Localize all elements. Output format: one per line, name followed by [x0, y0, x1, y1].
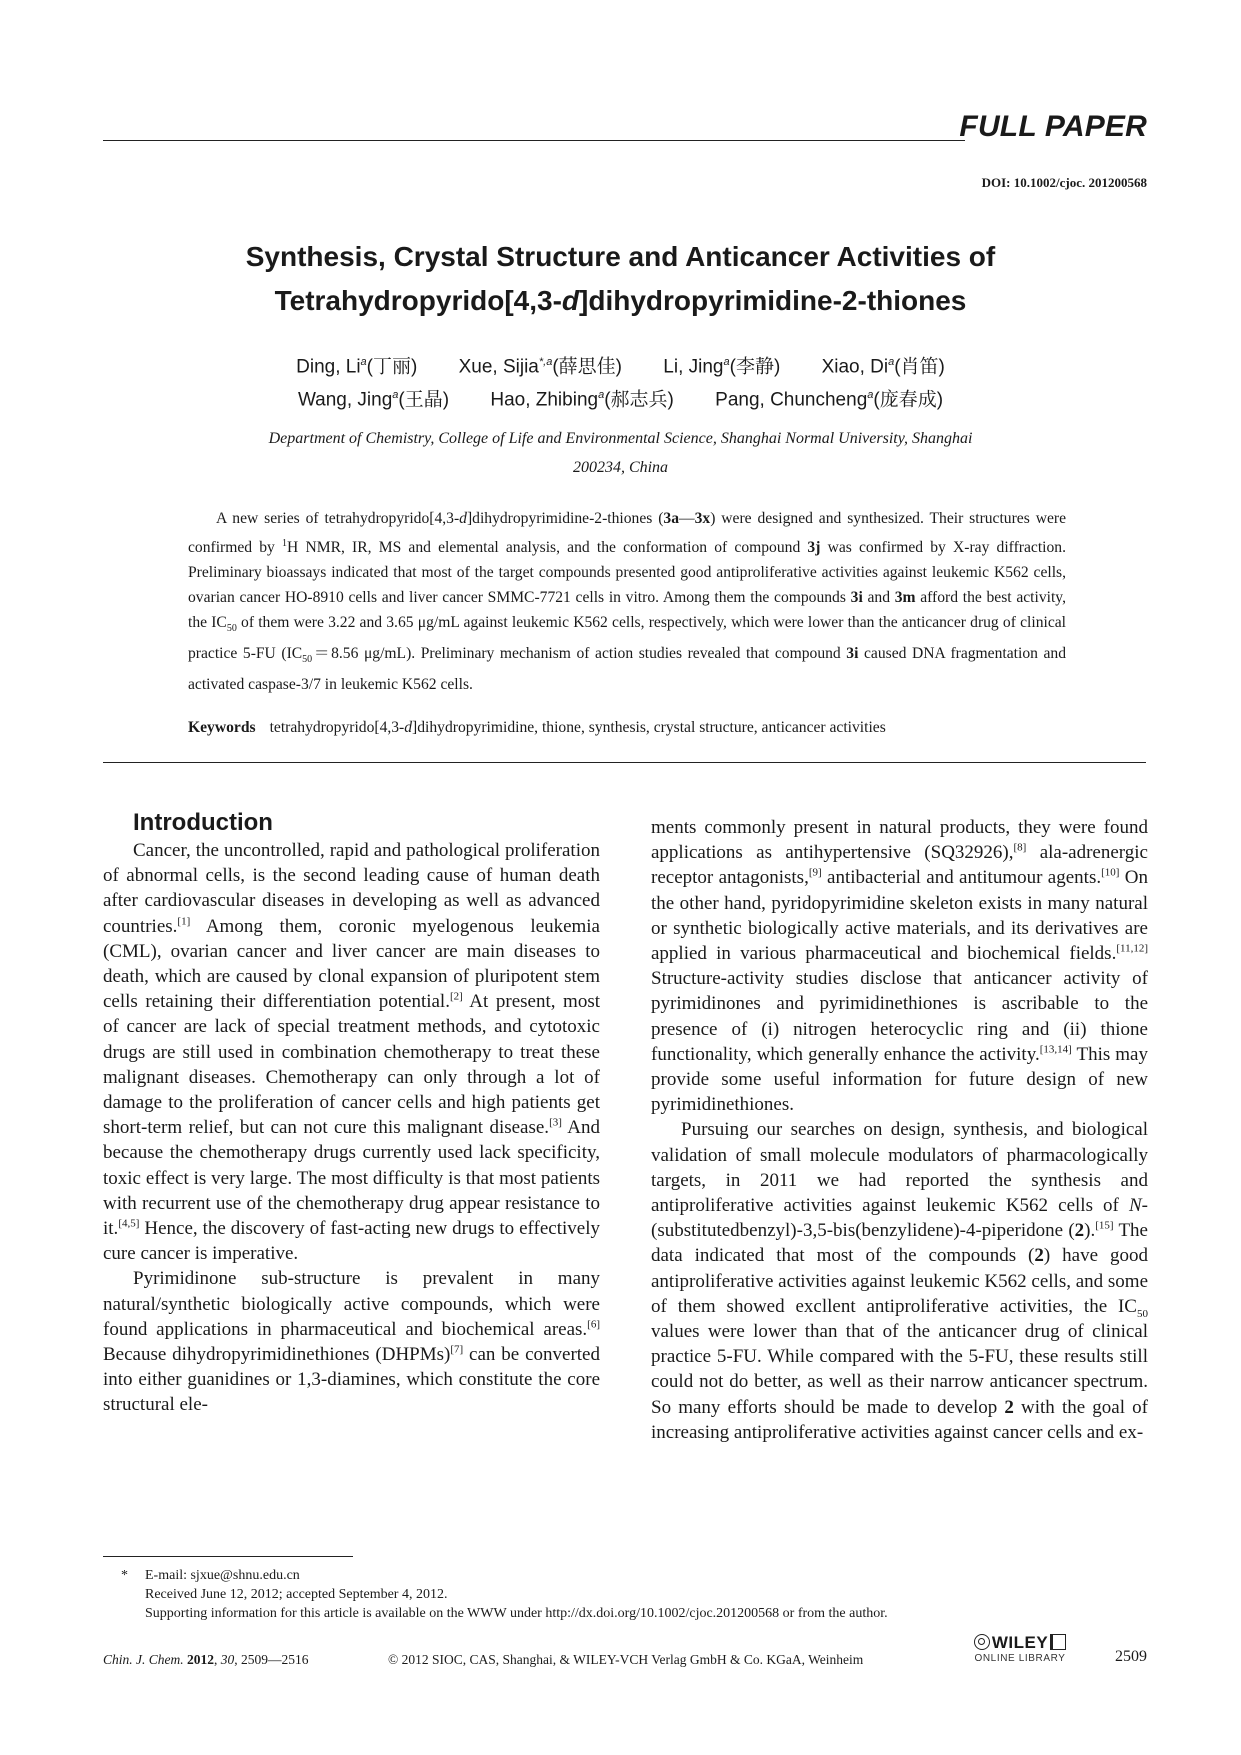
section-label: FULL PAPER: [959, 110, 1147, 143]
compound-label: 3i: [846, 645, 859, 663]
body-text: The data indicated that most of the compounds (: [651, 1220, 1148, 1267]
journal-pages: , 2509—2516: [234, 1652, 309, 1667]
citation: [15]: [1095, 1219, 1114, 1232]
compound-label: 2: [1074, 1220, 1085, 1242]
title-line-1: Synthesis, Crystal Structure and Anticancer Activities of: [245, 241, 996, 272]
compound-label: 3a: [663, 510, 679, 527]
body-text: Structure-activity studies disclose that anticancer activity of pyrimidinones and pyrimidinethiones is ascribable to the presence of (i) nitrogen heterocyclic ring and (ii) thione functionality, which generally enhance the activity.: [651, 968, 1148, 1065]
author: [663, 348, 780, 381]
abstract-text: was confirmed by X-ray diffraction. Preliminary bioassays indicated that most of the target compounds presented good antiproliferative activities against leukemic K562 cells, ovarian cancer HO-8910 cells and liver cancer SMMC-7721 cells in vitro. Among them the compounds: [188, 539, 1066, 607]
abstract-text: A new series of tetrahydropyrido[4,3-: [216, 510, 460, 527]
wiley-mark-icon: [974, 1634, 990, 1650]
author-sup: a: [360, 356, 367, 368]
footnote-received: Received June 12, 2012; accepted September 4, 2012.: [145, 1587, 448, 1602]
copyright: © 2012 SIOC, CAS, Shanghai, & WILEY-VCH Verlag GmbH & Co. KGaA, Weinheim: [388, 1652, 864, 1667]
affiliation-line-2: 200234, China: [572, 459, 669, 476]
keywords-text: ]dihydropyrimidine, thione, synthesis, crystal structure, anticancer activities: [412, 719, 886, 736]
abstract-text: H NMR, IR, MS and elemental analysis, and the conformation of compound: [287, 539, 808, 557]
author-cn: (肖笛): [894, 356, 945, 378]
abstract-sup: 1: [282, 538, 288, 549]
body-text: Cancer, the uncontrolled, rapid and pathological proliferation of abnormal cells, is the second leading cause of human death after cardiovascular diseases in developing as well as advanced countries.: [103, 840, 600, 937]
abstract-sub: 50: [302, 654, 313, 666]
abstract-text: ＝8.56 μg/mL). Preliminary mechanism of action studies revealed that compound: [312, 645, 847, 663]
body-text: This may provide some useful information for future design of new pyrimidinethiones.: [651, 1043, 1148, 1116]
author-sup: a: [867, 389, 874, 402]
body-text: And because the chemotherapy drugs currently used lack specificity, toxic effect is very large. The most difficulty is that most patients with recurrent use of the chemotherapy drug appear resistance to it.: [103, 1117, 600, 1240]
author-line-2: [120, 381, 1121, 414]
author-cn: (李静): [729, 356, 781, 378]
author-cn: (庞春成): [873, 389, 944, 411]
abstract: [188, 506, 1066, 697]
author: [490, 381, 674, 414]
citation: [11,12]: [1116, 942, 1148, 955]
page-number: 2509: [1115, 1648, 1147, 1665]
citation: [7]: [450, 1343, 464, 1356]
author: [298, 381, 449, 414]
author-name: Xiao, Di: [821, 356, 889, 378]
title-italic: d: [561, 285, 580, 316]
body-text: can be converted into either guanidines or 1,3-diamines, which constitute the core structural ele-: [103, 1344, 600, 1416]
footnote-email-text: E-mail: sjxue@shnu.edu.cn: [145, 1568, 300, 1583]
publisher-brand: [960, 1633, 1080, 1653]
journal-volume: 30: [220, 1652, 235, 1667]
keywords-text: tetrahydropyrido[4,3-: [269, 719, 405, 736]
paragraph: [651, 815, 1148, 1117]
body-text: ) have good antiproliferative activities against leukemic K562 cells, and some of them showed excllent antiproliferative activities, the IC: [651, 1245, 1149, 1317]
body-text: Because dihydropyrimidinethiones (DHPMs): [103, 1344, 451, 1366]
compound-label: 3m: [894, 589, 916, 607]
abstract-sub: 50: [226, 623, 237, 635]
body-text: ala-adrenergic receptor antagonists,: [651, 842, 1148, 889]
author-name: Ding, Li: [296, 356, 361, 378]
author-list: [120, 348, 1121, 415]
publisher-subtitle: ONLINE LIBRARY: [974, 1653, 1066, 1664]
author-sup: a: [392, 389, 399, 402]
footnote-email: [121, 1566, 888, 1585]
body-text: values were lower than that of the anticancer drug of clinical practice 5-FU. While compared with the 5-FU, these results still could not do better, as well as their narrow anticancer spectrum. So many efforts should be made to develop: [651, 1321, 1148, 1418]
paragraph: [651, 1117, 1148, 1445]
body-column-left: [103, 808, 600, 1418]
abstract-italic: d: [459, 510, 467, 527]
author-name: Pang, Chuncheng: [715, 389, 868, 411]
author-cn: (薛思佳): [552, 356, 623, 378]
body-text: -(substitutedbenzyl)-3,5-bis(benzylidene)-4-piperidone (: [651, 1195, 1148, 1242]
author-name: Wang, Jing: [297, 389, 393, 411]
header-rule: [103, 140, 965, 141]
journal-citation: [103, 1652, 309, 1668]
author-cn: (郝志兵): [604, 389, 674, 411]
publisher-logo: [960, 1633, 1080, 1664]
author: [822, 348, 945, 381]
compound-label: 2: [1004, 1396, 1014, 1418]
body-italic: N: [1128, 1195, 1142, 1217]
author: [715, 381, 943, 414]
body-text: At present, most of cancer are lack of special treatment methods, and cytotoxic drugs are still used in combination chemotherapy to treat these malignant diseases. Chemotherapy can only through a lot of damage to the proliferation of cancer cells and high patients get short-term relief, but can not cure this malignant disease.: [103, 991, 600, 1139]
abstract-text: of them were 3.22 and 3.65 μg/mL against leukemic K562 cells, respectively, which were lower than the anticancer drug of clinical practice 5-FU (IC: [188, 614, 1066, 663]
title-line-2: [120, 279, 1121, 323]
body-text: antibacterial and antitumour agents.: [821, 867, 1102, 889]
book-icon: [1050, 1634, 1066, 1650]
body-text: On the other hand, pyridopyrimidine skeleton exists in many natural or synthetic biologically active materials, and its derivatives are applied in various pharmaceutical and biochemical fields.: [651, 867, 1148, 965]
citation: [2]: [449, 990, 463, 1003]
paper-title: [120, 235, 1121, 323]
citation: [6]: [587, 1318, 600, 1331]
citation: [3]: [549, 1116, 562, 1129]
body-text: Pursuing our searches on design, synthesis, and biological validation of small molecule modulators of pharmacologically targets, in 2011 we had reported the synthesis and antiproliferative activities against leukemic K562 cells of: [651, 1119, 1148, 1217]
author-cn: (王晶): [398, 389, 450, 411]
citation: [4,5]: [118, 1217, 140, 1230]
affiliation-line-1: Department of Chemistry, College of Life and Environmental Science, Shanghai Normal University, Shanghai: [268, 430, 973, 447]
abstract-text: caused DNA fragmentation and activated caspase-3/7 in leukemic K562 cells.: [188, 645, 1066, 694]
author: [296, 348, 417, 381]
author-line-1: [120, 348, 1121, 381]
compound-label: 3i: [850, 589, 863, 607]
footnote-star: *: [121, 1568, 128, 1583]
section-heading: Introduction: [133, 809, 273, 836]
body-column-right: [651, 815, 1148, 1445]
abstract-text: afford the best activity, the IC: [188, 589, 1066, 632]
body-sub: 50: [1137, 1307, 1148, 1320]
body-text: Among them, coronic myelogenous leukemia (CML), ovarian cancer and liver cancer are main diseases to death, which are caused by clonal expansion of pluripotent stem cells retaining their differentiation potential.: [103, 915, 600, 1013]
title-part: ]dihydropyrimidine-2-thiones: [579, 285, 967, 316]
section-rule: [103, 762, 1146, 763]
keywords-italic: d: [404, 719, 413, 736]
author-sup: a: [888, 356, 895, 368]
compound-label: 2: [1034, 1245, 1044, 1267]
abstract-text: —: [679, 510, 695, 527]
journal-sep: ,: [214, 1652, 221, 1667]
author: [459, 348, 622, 381]
publisher-name: WILEY: [991, 1633, 1049, 1652]
paragraph: [103, 1266, 600, 1417]
citation: [8]: [1013, 841, 1027, 854]
compound-label: 3x: [694, 510, 711, 527]
paragraph: [103, 838, 600, 1266]
body-text: Hence, the discovery of fast-acting new drugs to effectively cure cancer is imperative.: [103, 1218, 600, 1265]
citation: [9]: [808, 867, 822, 880]
body-text: ments commonly present in natural products, they were found applications as antihypertensive (SQ32926),: [651, 817, 1148, 864]
footnote-rule: [103, 1556, 353, 1557]
journal-year: 2012: [187, 1652, 214, 1667]
abstract-text: ]dihydropyrimidine-2-thiones (: [466, 510, 664, 527]
author-sup: *,a: [538, 356, 553, 368]
affiliation: [160, 424, 1081, 482]
footnotes: [121, 1566, 888, 1623]
author-name: Hao, Zhibing: [490, 389, 599, 411]
abstract-text: and: [862, 589, 895, 607]
author-sup: a: [723, 356, 730, 368]
citation: [1]: [177, 915, 191, 928]
footnote-supporting: Supporting information for this article is available on the WWW under http://dx.doi.org/10.1002/cjoc.201200568 or from the author.: [145, 1606, 888, 1621]
keywords-label: Keywords: [188, 719, 256, 736]
body-text: ).: [1084, 1220, 1096, 1242]
author-cn: (丁丽): [366, 356, 418, 378]
body-text: with the goal of increasing antiproliferative activities against cancer cells and ex-: [651, 1396, 1148, 1443]
citation: [10]: [1101, 867, 1120, 880]
author-name: Xue, Sijia: [458, 356, 539, 378]
author-sup: a: [598, 389, 605, 402]
journal-name: Chin. J. Chem.: [103, 1652, 184, 1667]
citation: [13,14]: [1039, 1043, 1072, 1056]
title-part: Tetrahydropyrido[4,3-: [274, 285, 562, 316]
compound-label: 3j: [807, 539, 821, 557]
keywords: [188, 719, 1088, 737]
author-name: Li, Jing: [663, 356, 724, 378]
abstract-text: ) were designed and synthesized. Their structures were confirmed by: [188, 510, 1066, 557]
doi: DOI: 10.1002/cjoc. 201200568: [981, 175, 1147, 190]
body-text: Pyrimidinone sub-structure is prevalent in many natural/synthetic biologically active compounds, which were found applications in pharmaceutical and biochemical areas.: [103, 1268, 600, 1340]
